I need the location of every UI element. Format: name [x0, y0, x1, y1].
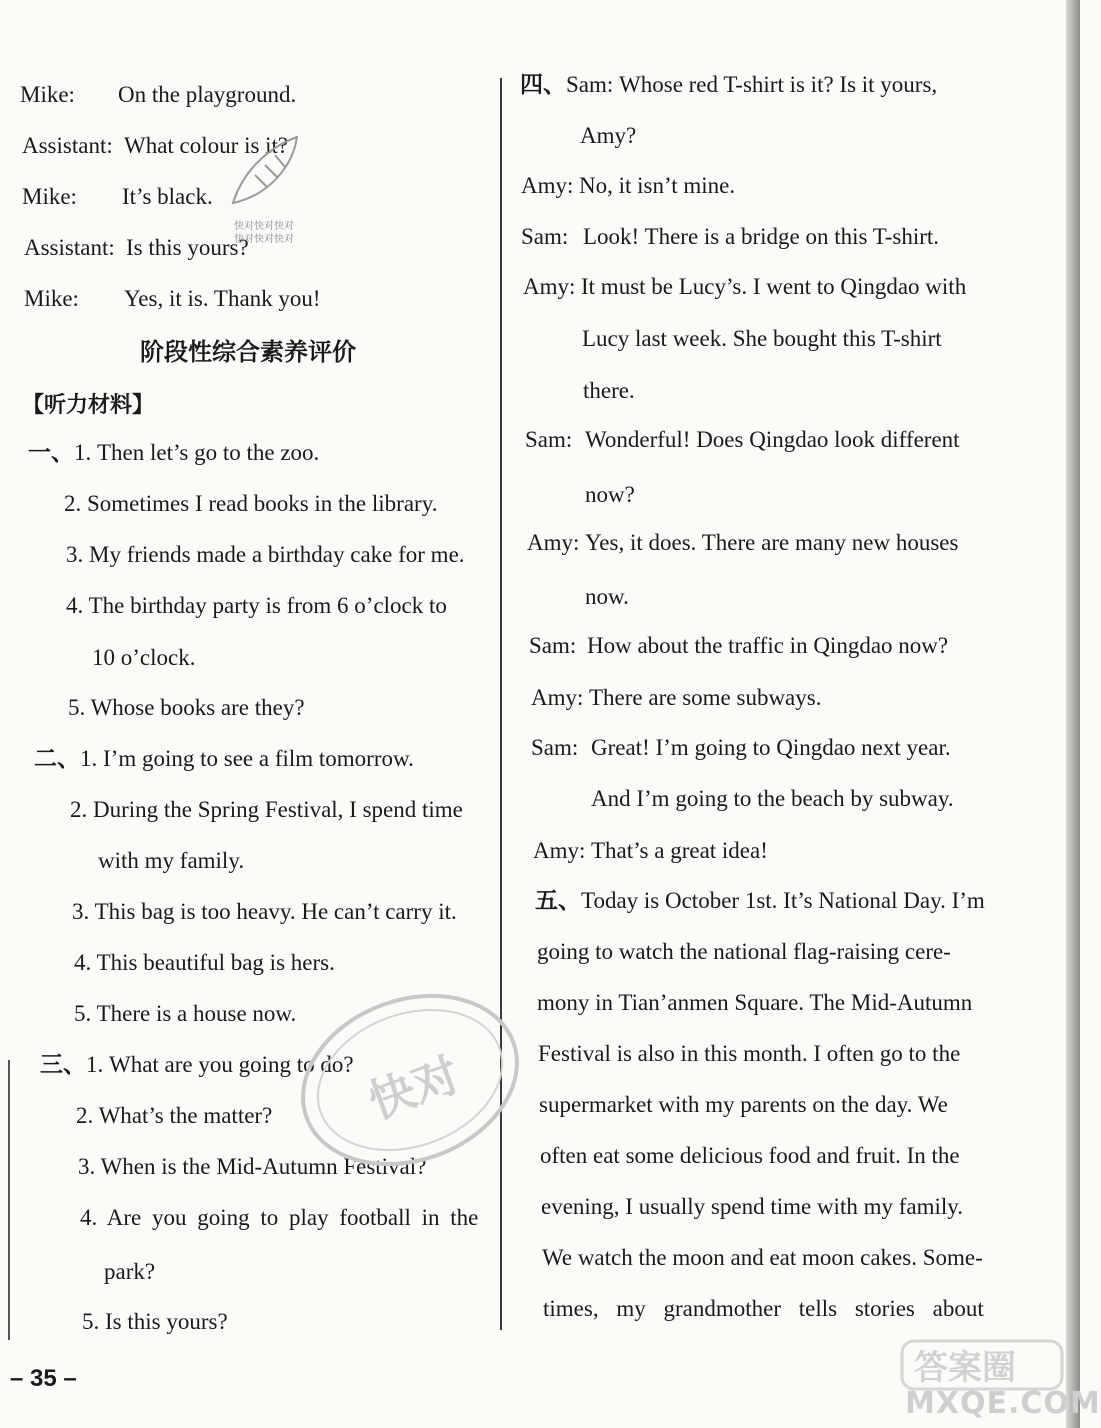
speaker: Sam:: [566, 72, 614, 97]
line-text: What colour is it?: [124, 133, 289, 158]
part-marker: 二、: [34, 746, 80, 772]
list-item: 2. During the Spring Festival, I spend time: [70, 797, 463, 822]
speaker: Amy:: [533, 838, 586, 863]
list-item: park?: [104, 1259, 156, 1284]
line-text: There are some subways.: [589, 685, 822, 710]
line-text: Yes, it is. Thank you!: [124, 286, 321, 311]
list-item: 2. What’s the matter?: [76, 1103, 273, 1128]
item-text: 1. Then let’s go to the zoo.: [74, 440, 320, 465]
line-text: Great! I’m going to Qingdao next year.: [591, 735, 951, 760]
speaker: Sam:: [525, 427, 573, 452]
big-stamp-text: 快对: [361, 1047, 467, 1130]
list-item: 3. This bag is too heavy. He can’t carry it.: [72, 899, 457, 924]
line-text: Today is October 1st. It’s National Day. I’m: [581, 888, 985, 913]
part-marker: 一、: [28, 440, 74, 466]
line-text: On the playground.: [118, 82, 297, 107]
dialogue-line: [521, 171, 735, 201]
line-text: It must be Lucy’s. I went to Qingdao with: [581, 274, 967, 299]
speaker: Amy:: [521, 173, 574, 198]
dialogue-line: [529, 631, 948, 661]
dialogue-line: [24, 284, 321, 314]
line-text: Whose red T-shirt is it? Is it yours,: [619, 72, 938, 97]
list-item: 5. Is this yours?: [82, 1309, 228, 1334]
list-item: 2. Sometimes I read books in the library.: [64, 491, 438, 516]
speaker: Mike:: [22, 184, 77, 209]
dialogue-line: [531, 683, 821, 713]
part-marker: 五、: [535, 888, 581, 914]
paragraph-line: often eat some delicious food and fruit. In the: [540, 1143, 960, 1168]
dialogue-line: [520, 70, 937, 100]
list-item: 4. This beautiful bag is hers.: [74, 950, 335, 975]
dialogue-line: Lucy last week. She bought this T-shirt: [582, 326, 942, 351]
part-marker: 三、: [40, 1052, 86, 1078]
line-text: Wonderful! Does Qingdao look different: [585, 427, 960, 452]
paragraph-line: mony in Tian’anmen Square. The Mid-Autumn: [537, 990, 973, 1015]
line-text: It’s black.: [122, 184, 213, 209]
list-item: 5. Whose books are they?: [68, 695, 305, 720]
list-item: [28, 438, 319, 468]
paragraph-line: [535, 886, 985, 916]
speaker: Sam:: [531, 735, 579, 760]
list-item: 5. There is a house now.: [74, 1001, 297, 1026]
speaker: Assistant:: [24, 235, 115, 260]
dialogue-line: there.: [583, 378, 635, 403]
margin-rule: [8, 1060, 10, 1340]
dialogue-line: now.: [585, 584, 629, 609]
listening-material-label: 【听力材料】: [22, 393, 155, 418]
line-text: That’s a great idea!: [591, 838, 768, 863]
paragraph-line: times, my grandmother tells stories about: [543, 1296, 984, 1321]
line-text: Is this yours?: [126, 235, 249, 260]
list-item: 4. Are you going to play football in the: [80, 1205, 479, 1230]
paragraph-line: We watch the moon and eat moon cakes. Some-: [542, 1245, 983, 1270]
dialogue-line: [24, 233, 249, 263]
line-text: Yes, it does. There are many new houses: [585, 530, 959, 555]
section-heading: 阶段性综合素养评价: [140, 338, 356, 366]
dialogue-line: [20, 80, 296, 110]
dialogue-line: now?: [585, 482, 635, 507]
item-text: 1. What are you going to do?: [86, 1052, 354, 1077]
small-stamp-text-line2: 快对快对快对: [234, 234, 294, 245]
corner-watermark-cn: 答案圈: [914, 1348, 1016, 1388]
dialogue-line: [22, 182, 213, 212]
speaker: Mike:: [20, 82, 75, 107]
small-stamp-text: [234, 220, 294, 246]
list-item: 3. My friends made a birthday cake for me.: [66, 542, 465, 567]
corner-watermark-text: MXQE.COM: [905, 1386, 1101, 1421]
speaker: Mike:: [24, 286, 79, 311]
dialogue-line: [533, 836, 768, 866]
list-item: 3. When is the Mid-Autumn Festival?: [78, 1154, 427, 1179]
list-item: [34, 744, 414, 774]
dialogue-line: And I’m going to the beach by subway.: [591, 786, 954, 811]
dialogue-line: Amy?: [580, 123, 637, 148]
small-stamp-text-line1: 快对快对快对: [234, 221, 294, 232]
speaker: Amy:: [527, 530, 580, 555]
paragraph-line: going to watch the national flag-raising cere-: [537, 939, 951, 964]
item-text: 1. I’m going to see a film tomorrow.: [80, 746, 414, 771]
dialogue-line: [525, 425, 960, 455]
list-item: 4. The birthday party is from 6 o’clock to: [66, 593, 447, 618]
list-item: with my family.: [98, 848, 245, 873]
speaker: Amy:: [523, 274, 576, 299]
dialogue-line: [521, 222, 939, 252]
dialogue-line: [523, 272, 966, 302]
paragraph-line: evening, I usually spend time with my family.: [541, 1194, 964, 1219]
small-stamp-logo: [225, 125, 305, 215]
page-number: – 35 –: [10, 1365, 77, 1392]
list-item: 10 o’clock.: [92, 645, 196, 670]
speaker: Sam:: [529, 633, 577, 658]
line-text: How about the traffic in Qingdao now?: [587, 633, 949, 658]
speaker: Amy:: [531, 685, 584, 710]
page-edge: [1066, 0, 1080, 1428]
dialogue-line: [527, 528, 958, 558]
speaker: Sam:: [521, 224, 569, 249]
line-text: Look! There is a bridge on this T-shirt.: [583, 224, 940, 249]
paragraph-line: supermarket with my parents on the day. We: [539, 1092, 948, 1117]
paragraph-line: Festival is also in this month. I often go to the: [538, 1041, 961, 1066]
big-stamp-watermark: [290, 980, 530, 1180]
dialogue-line: [531, 733, 951, 763]
part-marker: 四、: [520, 72, 566, 98]
line-text: No, it isn’t mine.: [579, 173, 736, 198]
speaker: Assistant:: [22, 133, 113, 158]
